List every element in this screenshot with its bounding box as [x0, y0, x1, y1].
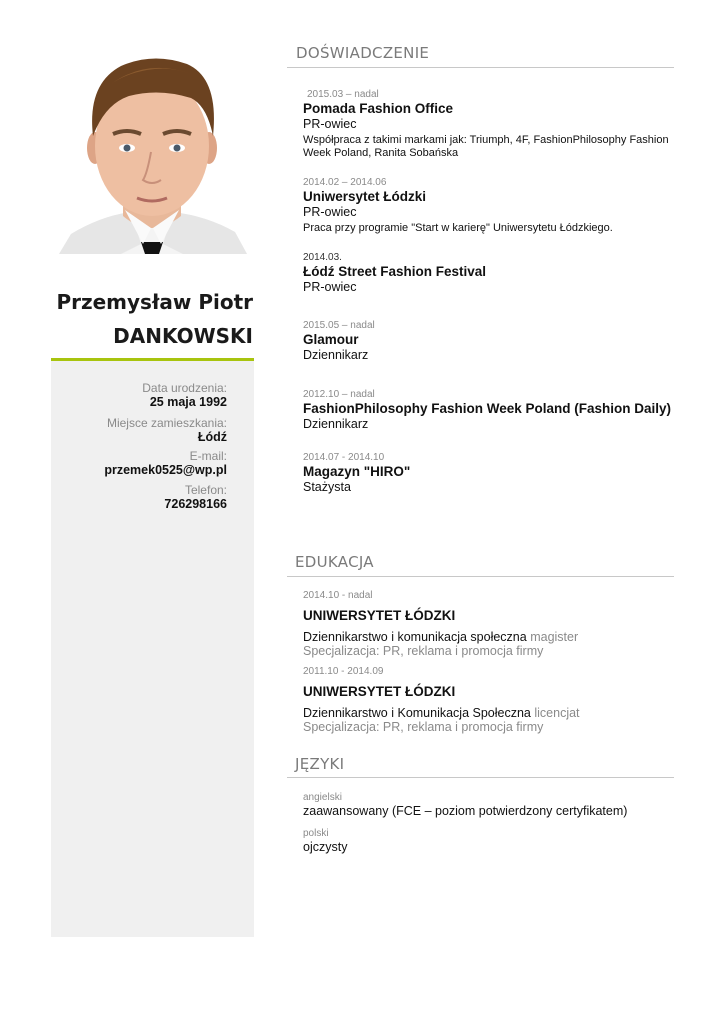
language-level: ojczysty: [303, 840, 348, 854]
experience-date: 2014.07 - 2014.10: [303, 452, 385, 463]
birth-date: [51, 381, 227, 409]
education-date: 2014.10 - nadal: [303, 590, 373, 601]
email-label: E-mail:: [189, 449, 227, 463]
education-school: UNIWERSYTET ŁÓDZKI: [303, 608, 456, 623]
education-heading: EDUKACJA: [295, 553, 374, 571]
experience-item: [303, 320, 675, 363]
phone: [51, 483, 227, 511]
education-field-line: [303, 706, 675, 720]
experience-role: PR-owiec: [303, 280, 357, 294]
experience-role: Stażysta: [303, 480, 351, 494]
education-degree: magister: [530, 630, 579, 644]
experience-org: Glamour: [303, 332, 359, 347]
education-school: UNIWERSYTET ŁÓDZKI: [303, 684, 456, 699]
experience-role: Dziennikarz: [303, 417, 369, 431]
language-name: polski: [303, 828, 329, 839]
experience-role: Dziennikarz: [303, 348, 369, 362]
education-field-line: [303, 630, 675, 644]
education-degree: licencjat: [534, 706, 580, 720]
experience-heading: DOŚWIADCZENIE: [296, 44, 430, 62]
education-item: [303, 590, 675, 658]
birth-label: Data urodzenia:: [142, 381, 227, 395]
experience-item: [303, 177, 675, 235]
experience-desc: Współpraca z takimi markami jak: Triumph, 4F, FashionPhilosophy Fashion Week Poland, Ranita Sobańska: [303, 134, 669, 159]
experience-org: Pomada Fashion Office: [303, 101, 454, 116]
experience-date: 2014.02 – 2014.06: [303, 177, 387, 188]
education-field: Dziennikarstwo i komunikacja społeczna: [303, 630, 527, 644]
experience-date: 2015.05 – nadal: [303, 320, 375, 331]
language-level: zaawansowany (FCE – poziom potwierdzony certyfikatem): [303, 804, 628, 818]
email: [51, 449, 227, 477]
education-specialization: Specjalizacja: PR, reklama i promocja firmy: [303, 720, 544, 734]
experience-date: 2015.03 – nadal: [307, 89, 379, 100]
languages-divider: [287, 777, 674, 778]
accent-bar: [51, 358, 254, 361]
experience-org: Łódź Street Fashion Festival: [303, 264, 487, 279]
name-block: [51, 254, 254, 358]
experience-date: 2012.10 – nadal: [303, 389, 375, 400]
language-name: angielski: [303, 792, 342, 803]
birth-value: 25 maja 1992: [149, 395, 227, 409]
profile-photo: [51, 44, 254, 254]
residence-value: Łódź: [197, 430, 227, 444]
experience-role: PR-owiec: [303, 205, 357, 219]
portrait-image: [51, 44, 254, 254]
language-item: [303, 828, 675, 855]
experience-date: 2014.03.: [303, 252, 342, 263]
education-date: 2011.10 - 2014.09: [303, 666, 384, 677]
phone-value: 726298166: [164, 497, 227, 511]
experience-divider: [287, 67, 674, 68]
experience-item: [303, 89, 675, 160]
education-specialization: Specjalizacja: PR, reklama i promocja firmy: [303, 644, 544, 658]
languages-heading: JĘZYKI: [295, 755, 345, 773]
language-item: [303, 792, 675, 819]
experience-desc: Praca przy programie "Start w karierę" Uniwersytetu Łódzkiego.: [303, 222, 613, 234]
education-divider: [287, 576, 674, 577]
last-name: DANKOWSKI: [113, 324, 253, 348]
education-field: Dziennikarstwo i Komunikacja Społeczna: [303, 706, 531, 720]
experience-item: [303, 452, 675, 495]
experience-org: Magazyn "HIRO": [303, 464, 411, 479]
experience-org: Uniwersytet Łódzki: [303, 189, 427, 204]
residence: [51, 416, 227, 444]
first-name: Przemysław Piotr: [56, 290, 253, 314]
residence-label: Miejsce zamieszkania:: [106, 416, 227, 430]
experience-item: [303, 389, 675, 432]
education-item: [303, 666, 675, 734]
experience-org: FashionPhilosophy Fashion Week Poland (Fashion Daily): [303, 401, 672, 416]
phone-label: Telefon:: [184, 483, 227, 497]
email-value[interactable]: przemek0525@wp.pl: [104, 463, 227, 477]
experience-item: [303, 252, 675, 295]
experience-role: PR-owiec: [303, 117, 357, 131]
